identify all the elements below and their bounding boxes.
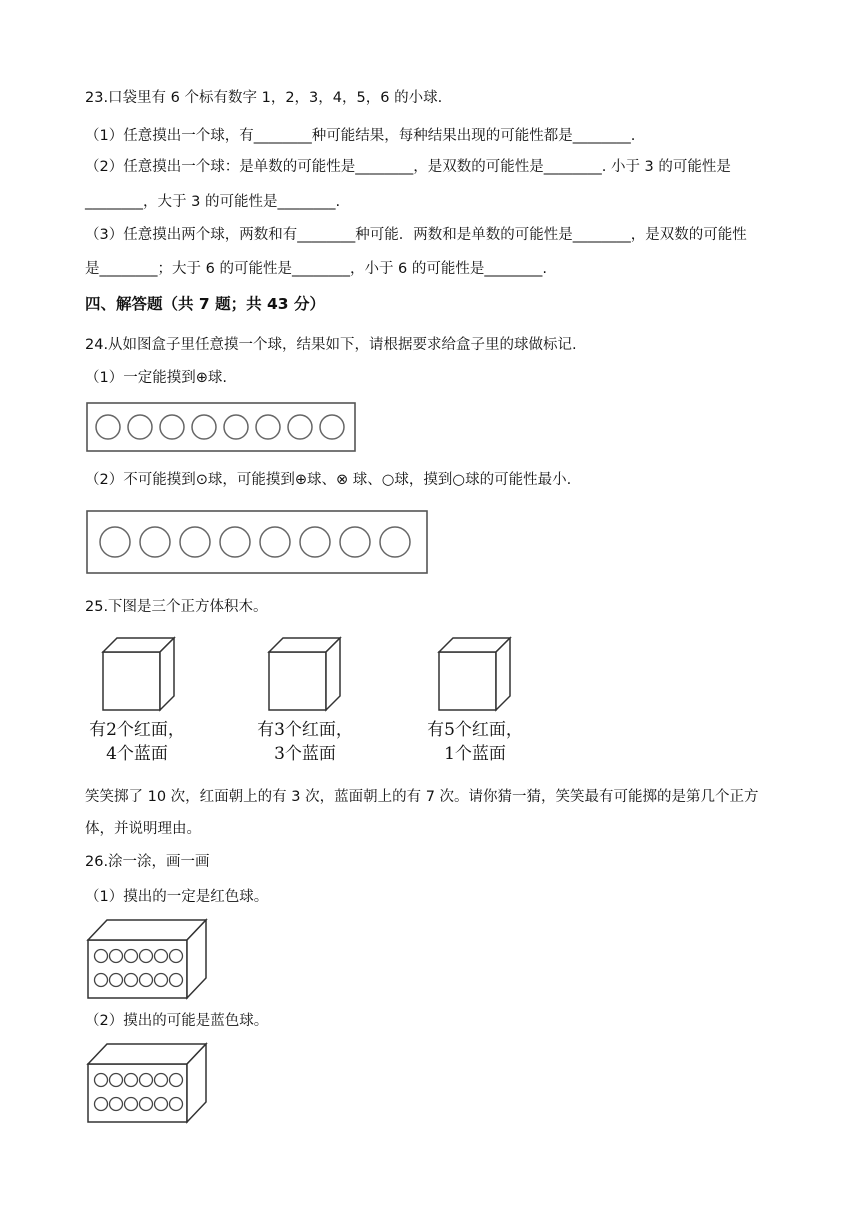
q23-part3a: （3）任意摸出两个球，两数和有________种可能．两数和是单数的可能性是________，是双数的可能性 [85,227,747,243]
q26-part2: （2）摸出的可能是蓝色球。 [85,1013,269,1029]
q24-stem: 24.从如图盒子里任意摸一个球，结果如下，请根据要求给盒子里的球做标记. [85,337,577,353]
cube-3 [436,636,516,712]
cube-1-label [82,718,192,766]
ball-box-1 [86,402,358,454]
cube-3-label-line2: 1个蓝面 [444,744,506,764]
q23-part2a: （2）任意摸出一个球：是单数的可能性是________，是双数的可能性是________. 小于 3 的可能性是 [85,159,731,175]
cube-2-label-line1: 有3个红面， [257,720,353,740]
cube-2 [266,636,346,712]
q23-part2b: ________，大于 3 的可能性是________. [85,194,341,210]
q25-stem: 25.下图是三个正方体积木。 [85,599,268,615]
section-heading: 四、解答题（共 7 题；共 43 分） [85,295,325,313]
q25-question-a: 笑笑掷了 10 次，红面朝上的有 3 次，蓝面朝上的有 7 次。请你猜一猜，笑笑最有可能掷的是第几个正方 [85,789,759,805]
q24-part1: （1）一定能摸到⊕球. [85,370,227,386]
ball-box-2 [86,510,430,576]
q26-part1: （1）摸出的一定是红色球。 [85,889,269,905]
q26-stem: 26.涂一涂，画一画 [85,854,210,870]
q23-part1: （1）任意摸出一个球，有________种可能结果，每种结果出现的可能性都是________. [85,128,636,144]
cube-1-label-line1: 有2个红面， [89,720,185,740]
q25-question-b: 体，并说明理由。 [85,821,201,837]
q23-part3b: 是________；大于 6 的可能性是________，小于 6 的可能性是________. [85,261,547,277]
cube-1 [100,636,180,712]
q24-part2: （2）不可能摸到⊙球，可能摸到⊕球、⊗ 球、○球，摸到○球的可能性最小. [85,472,572,488]
cube-3-label-line1: 有5个红面， [427,720,523,740]
cube-2-label [250,718,360,766]
cube-1-label-line2: 4个蓝面 [106,744,168,764]
ball-crate-1 [87,917,211,1001]
ball-crate-2 [87,1041,211,1125]
cube-3-label [420,718,530,766]
cube-2-label-line2: 3个蓝面 [274,744,336,764]
q23-stem: 23.口袋里有 6 个标有数字 1，2，3，4，5，6 的小球. [85,90,443,106]
